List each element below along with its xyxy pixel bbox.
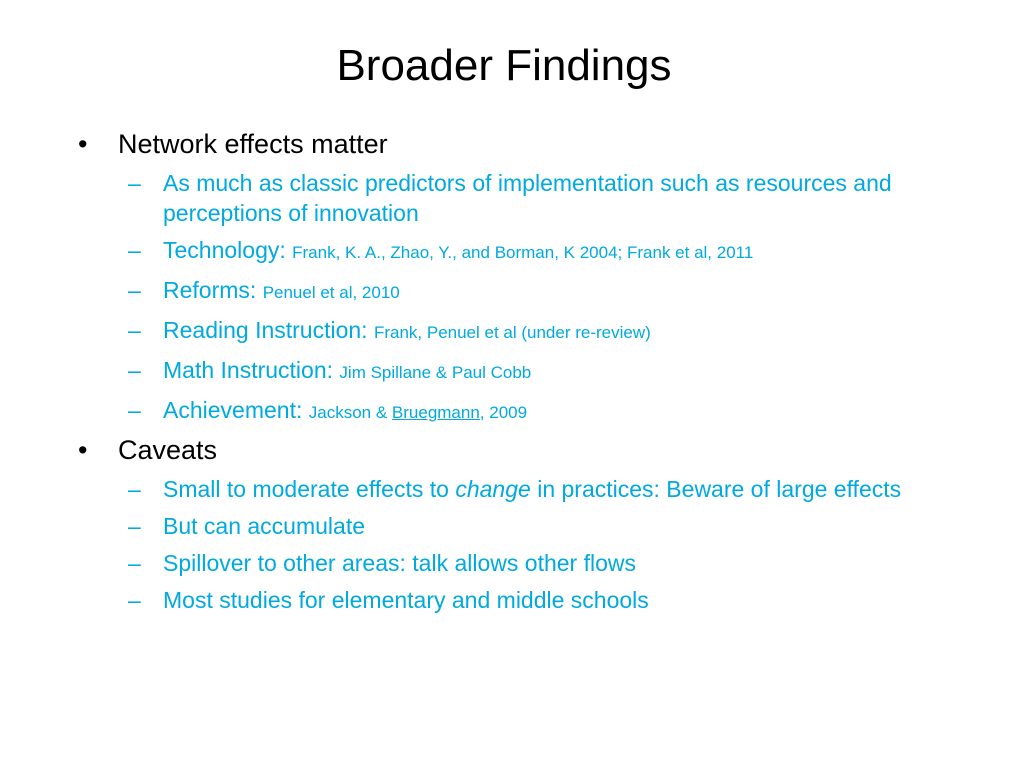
dash-marker: – bbox=[128, 513, 141, 539]
citation-link[interactable]: Bruegmann bbox=[391, 403, 480, 422]
dash-marker: – bbox=[128, 476, 141, 502]
bullet-label: Network effects matter bbox=[118, 129, 388, 159]
citation: Penuel et al, 2010 bbox=[262, 283, 400, 302]
bullet-network-effects bbox=[0, 124, 1024, 164]
sub-item-text: Most studies for elementary and middle schools bbox=[163, 587, 649, 613]
dash-marker: – bbox=[128, 587, 141, 613]
bullet-label: Caveats bbox=[118, 435, 218, 465]
bullet-marker: • bbox=[78, 129, 88, 159]
sub-item bbox=[0, 235, 1024, 268]
sub-item-text: Achievement: bbox=[163, 397, 309, 423]
citation: Frank, K. A., Zhao, Y., and Borman, K 2004; Frank et al, 2011 bbox=[292, 243, 754, 262]
dash-marker: – bbox=[128, 550, 141, 576]
sub-item bbox=[0, 585, 1024, 615]
sub-item-text: Reforms: bbox=[163, 277, 263, 303]
dash-marker: – bbox=[128, 397, 141, 423]
slide-title: Broader Findings bbox=[336, 41, 672, 90]
sub-item bbox=[0, 315, 1024, 348]
sub-item-text: Small to moderate effects to bbox=[163, 476, 456, 502]
sub-item bbox=[0, 168, 1024, 228]
sub-item-text: Math Instruction: bbox=[163, 357, 340, 383]
sub-item-text: As much as classic predictors of implementation such as resources and perceptions of innovation bbox=[163, 170, 892, 226]
sub-item bbox=[0, 275, 1024, 308]
citation: , 2009 bbox=[479, 403, 528, 422]
sub-item bbox=[0, 395, 1024, 428]
sub-item-text: Reading Instruction: bbox=[163, 317, 374, 343]
citation: Frank, Penuel et al (under re-review) bbox=[373, 323, 651, 342]
dash-marker: – bbox=[128, 317, 141, 343]
citation: Jim Spillane & Paul Cobb bbox=[339, 363, 532, 382]
dash-marker: – bbox=[128, 277, 141, 303]
sub-item bbox=[0, 355, 1024, 388]
citation: Jackson & bbox=[308, 403, 392, 422]
slide-body bbox=[0, 124, 1024, 622]
sub-item bbox=[0, 548, 1024, 578]
sub-item bbox=[0, 474, 1024, 504]
bullet-marker: • bbox=[78, 435, 88, 465]
sub-item-text: in practices: Beware of large effects bbox=[530, 476, 902, 502]
dash-marker: – bbox=[128, 170, 141, 196]
sub-item bbox=[0, 511, 1024, 541]
sub-item-text: But can accumulate bbox=[163, 513, 366, 539]
dash-marker: – bbox=[128, 357, 141, 383]
bullet-caveats bbox=[0, 430, 1024, 470]
dash-marker: – bbox=[128, 237, 141, 263]
sub-item-text: Technology: bbox=[163, 237, 293, 263]
sub-item-text: Spillover to other areas: talk allows other flows bbox=[163, 550, 636, 576]
sub-item-emphasis: change bbox=[455, 476, 531, 502]
